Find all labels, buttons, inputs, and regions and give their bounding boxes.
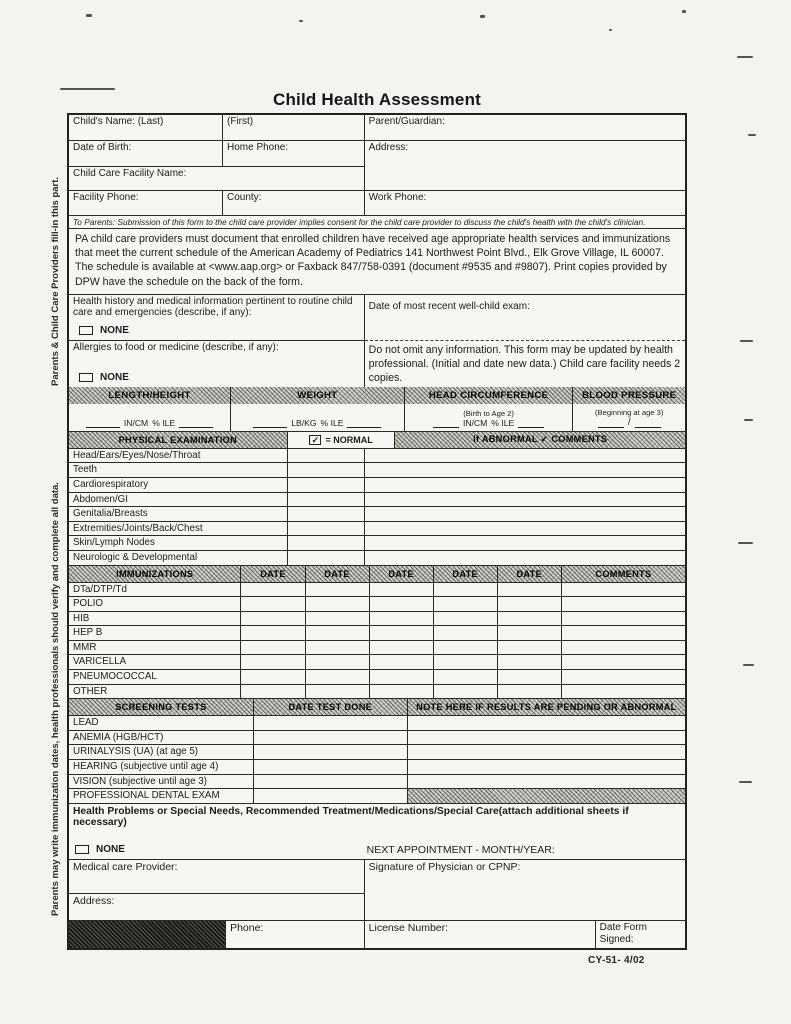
table-row	[69, 583, 685, 598]
work-phone-field[interactable]	[365, 191, 685, 215]
head-circumference-percentile-label: % ILE	[491, 417, 515, 428]
length-height-header: LENGTH/HEIGHT	[69, 387, 231, 404]
screening-tests-header: SCREENING TESTS	[69, 699, 254, 715]
scan-artifact	[60, 88, 115, 90]
screening-test-label: VISION (subjective until age 3)	[69, 775, 254, 790]
date-test-done-cell[interactable]	[254, 731, 408, 746]
normal-check-cell[interactable]	[288, 551, 365, 566]
sidebar-note-parents-fill: Parents & Child Care Providers fill-in this part.	[50, 176, 61, 386]
date-cell[interactable]	[306, 597, 370, 612]
parent-guardian-label: Parent/Guardian:	[368, 116, 445, 127]
scan-artifact	[86, 14, 92, 17]
facility-phone-field[interactable]	[69, 191, 223, 215]
comment-cell[interactable]	[365, 522, 685, 537]
date-cell[interactable]	[498, 655, 562, 670]
date-cell[interactable]	[306, 641, 370, 656]
screening-test-label: PROFESSIONAL DENTAL EXAM	[69, 789, 254, 804]
date-cell[interactable]	[370, 583, 434, 598]
date-test-done-cell[interactable]	[254, 716, 408, 731]
license-number-field[interactable]	[365, 921, 596, 948]
page-title: Child Health Assessment	[272, 90, 482, 109]
child-first-name-label: (First)	[227, 116, 254, 127]
next-appointment-field[interactable]	[365, 844, 685, 859]
license-number-label: License Number:	[368, 921, 449, 934]
child-health-assessment-form	[67, 113, 687, 950]
date-cell[interactable]	[434, 655, 498, 670]
health-history-section	[69, 295, 685, 341]
weight-percentile-label: % ILE	[320, 417, 344, 428]
result-note-cell[interactable]	[408, 775, 685, 790]
date-column-header: DATE	[434, 566, 498, 582]
date-column-header: DATE	[498, 566, 562, 582]
screening-header-row	[69, 699, 685, 715]
date-cell[interactable]	[370, 597, 434, 612]
scan-artifact	[740, 340, 753, 342]
vaccine-label: HEP B	[69, 626, 241, 641]
table-row	[69, 775, 685, 790]
child-first-name-field[interactable]	[223, 115, 365, 141]
vaccine-label: OTHER	[69, 685, 241, 700]
measurements-value-row	[69, 404, 685, 432]
table-row	[69, 493, 685, 508]
weight-field[interactable]	[231, 404, 405, 431]
vaccine-label: PNEUMOCOCCAL	[69, 670, 241, 685]
date-of-birth-label: Date of Birth:	[73, 142, 132, 153]
date-cell[interactable]	[498, 597, 562, 612]
comments-column-header: COMMENTS	[562, 566, 685, 582]
provider-signature-section	[69, 860, 685, 921]
facility-name-field[interactable]	[69, 167, 365, 191]
scan-artifact	[739, 781, 752, 783]
date-cell[interactable]	[241, 597, 305, 612]
redacted-hatched-cell	[69, 921, 226, 948]
date-cell[interactable]	[370, 670, 434, 685]
normal-check-cell[interactable]	[288, 522, 365, 537]
blood-pressure-diastolic-line[interactable]	[635, 419, 661, 428]
health-history-field[interactable]	[69, 295, 365, 341]
health-history-none-label: NONE	[100, 324, 129, 336]
screening-test-label: ANEMIA (HGB/HCT)	[69, 731, 254, 746]
allergies-section	[69, 341, 685, 387]
blood-pressure-header: BLOOD PRESSURE	[573, 387, 684, 404]
scan-artifact	[609, 29, 612, 31]
date-cell[interactable]	[498, 685, 562, 700]
pa-requirements-paragraph: PA child care providers must document that enrolled children have received age appropriate health services and immunizations that meet the current schedule of the American Academy of Pediatrics 141 Northwest Point Blvd., Elk Grove Village, IL 60007. The schedule is available at <www.aap.org> or Faxback 847/758-0391 (document #9535 and #9807). Print copies provided by DPW have the schedule on the back of the form.	[69, 229, 685, 295]
head-circumference-unit-label: IN/CM	[462, 417, 488, 428]
allergies-none-label: NONE	[100, 371, 129, 383]
medical-provider-label: Medical care Provider:	[73, 860, 178, 873]
date-test-done-cell[interactable]	[254, 789, 408, 804]
results-pending-header: NOTE HERE IF RESULTS ARE PENDING OR ABNORMAL	[408, 699, 685, 715]
date-cell[interactable]	[241, 655, 305, 670]
table-row	[69, 716, 685, 731]
date-test-done-cell[interactable]	[254, 760, 408, 775]
scan-artifact	[744, 419, 753, 421]
provider-phone-label: Phone:	[230, 921, 264, 934]
date-cell[interactable]	[434, 612, 498, 627]
exam-system-label: Abdomen/GI	[69, 493, 288, 508]
blood-pressure-systolic-line[interactable]	[598, 419, 624, 428]
screening-test-label: URINALYSIS (UA) (at age 5)	[69, 745, 254, 760]
blood-pressure-field[interactable]	[573, 404, 684, 431]
normal-check-cell[interactable]	[288, 478, 365, 493]
table-row	[69, 507, 685, 522]
date-of-birth-field[interactable]	[69, 141, 223, 167]
normal-check-cell[interactable]	[288, 536, 365, 551]
comment-cell[interactable]	[562, 583, 685, 598]
vaccine-label: POLIO	[69, 597, 241, 612]
comment-cell[interactable]	[562, 685, 685, 700]
result-note-cell[interactable]	[408, 716, 685, 731]
date-cell[interactable]	[241, 641, 305, 656]
home-phone-field[interactable]	[223, 141, 365, 167]
physician-signature-field[interactable]	[365, 860, 685, 921]
physician-signature-label: Signature of Physician or CPNP:	[368, 860, 521, 873]
table-row	[69, 655, 685, 670]
physical-exam-header-row	[69, 432, 685, 448]
head-circumference-blank-line[interactable]	[433, 419, 459, 428]
date-cell[interactable]	[498, 670, 562, 685]
head-circumference-header: HEAD CIRCUMFERENCE	[405, 387, 574, 404]
comment-cell[interactable]	[365, 493, 685, 508]
allergies-label: Allergies to food or medicine (describe, if any):	[73, 341, 279, 353]
date-cell[interactable]	[434, 583, 498, 598]
head-circumference-percentile-blank-line[interactable]	[518, 419, 544, 428]
table-row	[69, 670, 685, 685]
comment-cell[interactable]	[562, 641, 685, 656]
table-row	[69, 536, 685, 551]
identity-table	[69, 115, 685, 215]
immunizations-table	[69, 582, 685, 700]
exam-system-label: Head/Ears/Eyes/Nose/Throat	[69, 449, 288, 464]
scan-artifact	[682, 10, 686, 13]
table-row	[69, 641, 685, 656]
parent-guardian-field[interactable]	[365, 115, 685, 141]
length-unit-label: IN/CM	[123, 417, 149, 428]
table-row	[69, 551, 685, 566]
result-note-cell[interactable]	[408, 760, 685, 775]
county-label: County:	[227, 192, 262, 203]
date-column-header: DATE	[241, 566, 305, 582]
date-cell[interactable]	[498, 612, 562, 627]
table-row	[69, 522, 685, 537]
weight-header: WEIGHT	[231, 387, 405, 404]
date-cell[interactable]	[370, 655, 434, 670]
exam-system-label: Skin/Lymph Nodes	[69, 536, 288, 551]
table-row	[69, 789, 685, 804]
table-row	[69, 685, 685, 700]
vaccine-label: DTa/DTP/Td	[69, 583, 241, 598]
comment-cell[interactable]	[365, 507, 685, 522]
address-field[interactable]	[365, 141, 685, 191]
date-cell[interactable]	[306, 626, 370, 641]
well-child-exam-field[interactable]	[365, 295, 685, 341]
result-note-cell[interactable]	[408, 745, 685, 760]
allergies-none-checkbox[interactable]	[79, 373, 93, 382]
dental-exam-hatched-cell	[408, 789, 685, 804]
comment-cell[interactable]	[365, 478, 685, 493]
table-row	[69, 597, 685, 612]
normal-check-cell[interactable]	[288, 507, 365, 522]
health-problems-label: Health Problems or Special Needs, Recommended Treatment/Medications/Special Care(attach additional sheets if necessary)	[73, 805, 629, 828]
scan-artifact	[480, 15, 485, 18]
length-percentile-label: % ILE	[152, 417, 176, 428]
physical-exam-table	[69, 448, 685, 566]
comment-cell[interactable]	[562, 597, 685, 612]
form-code: CY-51- 4/02	[588, 955, 645, 966]
checked-checkbox-icon: ✓	[309, 435, 321, 445]
normal-check-cell[interactable]	[288, 463, 365, 478]
allergies-field[interactable]	[69, 341, 365, 388]
comment-cell[interactable]	[365, 536, 685, 551]
date-cell[interactable]	[241, 583, 305, 598]
provider-address-field[interactable]	[69, 894, 365, 921]
measurements-header-row	[69, 387, 685, 404]
date-cell[interactable]	[498, 583, 562, 598]
provider-address-label: Address:	[73, 894, 115, 907]
table-row	[69, 731, 685, 746]
date-cell[interactable]	[434, 670, 498, 685]
date-test-done-cell[interactable]	[254, 775, 408, 790]
date-cell[interactable]	[241, 685, 305, 700]
date-cell[interactable]	[434, 641, 498, 656]
table-row	[69, 478, 685, 493]
work-phone-label: Work Phone:	[368, 192, 427, 203]
date-cell[interactable]	[498, 641, 562, 656]
sidebar-note-immunization-dates: Parents may write immunization dates, health professionals should verify and complete all data.	[50, 482, 61, 916]
health-problems-none-label: NONE	[96, 843, 125, 855]
length-blank-line[interactable]	[86, 419, 120, 428]
head-circumference-field[interactable]	[405, 404, 574, 431]
health-problems-none-checkbox[interactable]	[75, 845, 89, 854]
date-cell[interactable]	[498, 626, 562, 641]
scan-artifact	[299, 20, 303, 22]
exam-system-label: Teeth	[69, 463, 288, 478]
date-test-done-header: DATE TEST DONE	[254, 699, 408, 715]
table-row	[69, 745, 685, 760]
date-column-header: DATE	[306, 566, 370, 582]
exam-system-label: Genitalia/Breasts	[69, 507, 288, 522]
screening-test-label: LEAD	[69, 716, 254, 731]
blood-pressure-slash: /	[627, 416, 631, 428]
vaccine-label: VARICELLA	[69, 655, 241, 670]
physical-exam-header: PHYSICAL EXAMINATION	[69, 432, 288, 448]
weight-blank-line[interactable]	[253, 419, 287, 428]
normal-legend-label: = NORMAL	[325, 434, 373, 445]
normal-check-cell[interactable]	[288, 493, 365, 508]
length-percentile-blank-line[interactable]	[179, 419, 213, 428]
home-phone-label: Home Phone:	[227, 142, 289, 153]
immunizations-header-row	[69, 566, 685, 582]
table-row	[69, 449, 685, 464]
date-cell[interactable]	[306, 655, 370, 670]
result-note-cell[interactable]	[408, 731, 685, 746]
length-height-field[interactable]	[69, 404, 231, 431]
weight-percentile-blank-line[interactable]	[347, 419, 381, 428]
child-last-name-label: Child's Name: (Last)	[73, 116, 164, 127]
date-test-done-cell[interactable]	[254, 745, 408, 760]
date-cell[interactable]	[370, 626, 434, 641]
vaccine-label: HIB	[69, 612, 241, 627]
comment-cell[interactable]	[562, 626, 685, 641]
date-cell[interactable]	[241, 612, 305, 627]
table-row	[69, 626, 685, 641]
facility-name-label: Child Care Facility Name:	[73, 168, 187, 179]
head-circumference-age-note: (Birth to Age 2)	[463, 409, 514, 419]
comment-cell[interactable]	[365, 551, 685, 566]
date-cell[interactable]	[434, 597, 498, 612]
date-column-header: DATE	[370, 566, 434, 582]
comment-cell[interactable]	[562, 655, 685, 670]
normal-legend	[288, 432, 396, 448]
date-cell[interactable]	[370, 685, 434, 700]
comment-cell[interactable]	[562, 612, 685, 627]
health-problems-section[interactable]	[69, 804, 685, 860]
date-form-signed-field[interactable]	[596, 921, 685, 948]
comment-cell[interactable]	[562, 670, 685, 685]
medical-provider-field[interactable]	[69, 860, 365, 894]
scan-artifact	[738, 542, 753, 544]
address-label: Address:	[368, 142, 409, 153]
well-child-exam-label: Date of most recent well-child exam:	[368, 300, 530, 312]
screening-test-label: HEARING (subjective until age 4)	[69, 760, 254, 775]
child-last-name-field[interactable]	[69, 115, 223, 141]
date-cell[interactable]	[241, 670, 305, 685]
comment-cell[interactable]	[365, 463, 685, 478]
date-cell[interactable]	[370, 641, 434, 656]
comment-cell[interactable]	[365, 449, 685, 464]
weight-unit-label: LB/KG	[291, 417, 317, 428]
date-cell[interactable]	[306, 612, 370, 627]
table-row	[69, 760, 685, 775]
scan-artifact	[737, 56, 753, 58]
abnormal-comments-header: If ABNORMAL ✓ COMMENTS	[395, 432, 685, 448]
scan-artifact	[748, 134, 756, 136]
table-row	[69, 463, 685, 478]
blood-pressure-age-note: (Beginning at age 3)	[595, 408, 664, 418]
to-parents-consent-note: To Parents: Submission of this form to the child care provider implies consent for the child care provider to discuss the child's health with the child's clinician.	[69, 215, 685, 229]
immunizations-header: IMMUNIZATIONS	[69, 566, 241, 582]
update-note: Do not omit any information. This form may be updated by health professional. (Initial and date new data.) Child care facility needs 2 copies.	[365, 341, 685, 388]
health-history-none-checkbox[interactable]	[79, 326, 93, 335]
scan-artifact	[743, 664, 754, 666]
facility-phone-label: Facility Phone:	[73, 192, 139, 203]
vaccine-label: MMR	[69, 641, 241, 656]
date-cell[interactable]	[241, 626, 305, 641]
exam-system-label: Cardiorespiratory	[69, 478, 288, 493]
date-cell[interactable]	[306, 583, 370, 598]
bottom-row	[69, 921, 685, 948]
table-row	[69, 612, 685, 627]
date-form-signed-label: Date Form Signed:	[599, 921, 647, 945]
date-cell[interactable]	[434, 626, 498, 641]
county-field[interactable]	[223, 191, 365, 215]
normal-check-cell[interactable]	[288, 449, 365, 464]
exam-system-label: Extremities/Joints/Back/Chest	[69, 522, 288, 537]
date-cell[interactable]	[434, 685, 498, 700]
date-cell[interactable]	[370, 612, 434, 627]
health-history-label: Health history and medical information pertinent to routine child care and emergencies (describe, if any):	[73, 295, 353, 318]
exam-system-label: Neurologic & Developmental	[69, 551, 288, 566]
screening-table	[69, 715, 685, 804]
date-cell[interactable]	[306, 670, 370, 685]
next-appointment-label: NEXT APPOINTMENT - MONTH/YEAR:	[366, 843, 555, 856]
provider-phone-field[interactable]	[226, 921, 365, 948]
date-cell[interactable]	[306, 685, 370, 700]
